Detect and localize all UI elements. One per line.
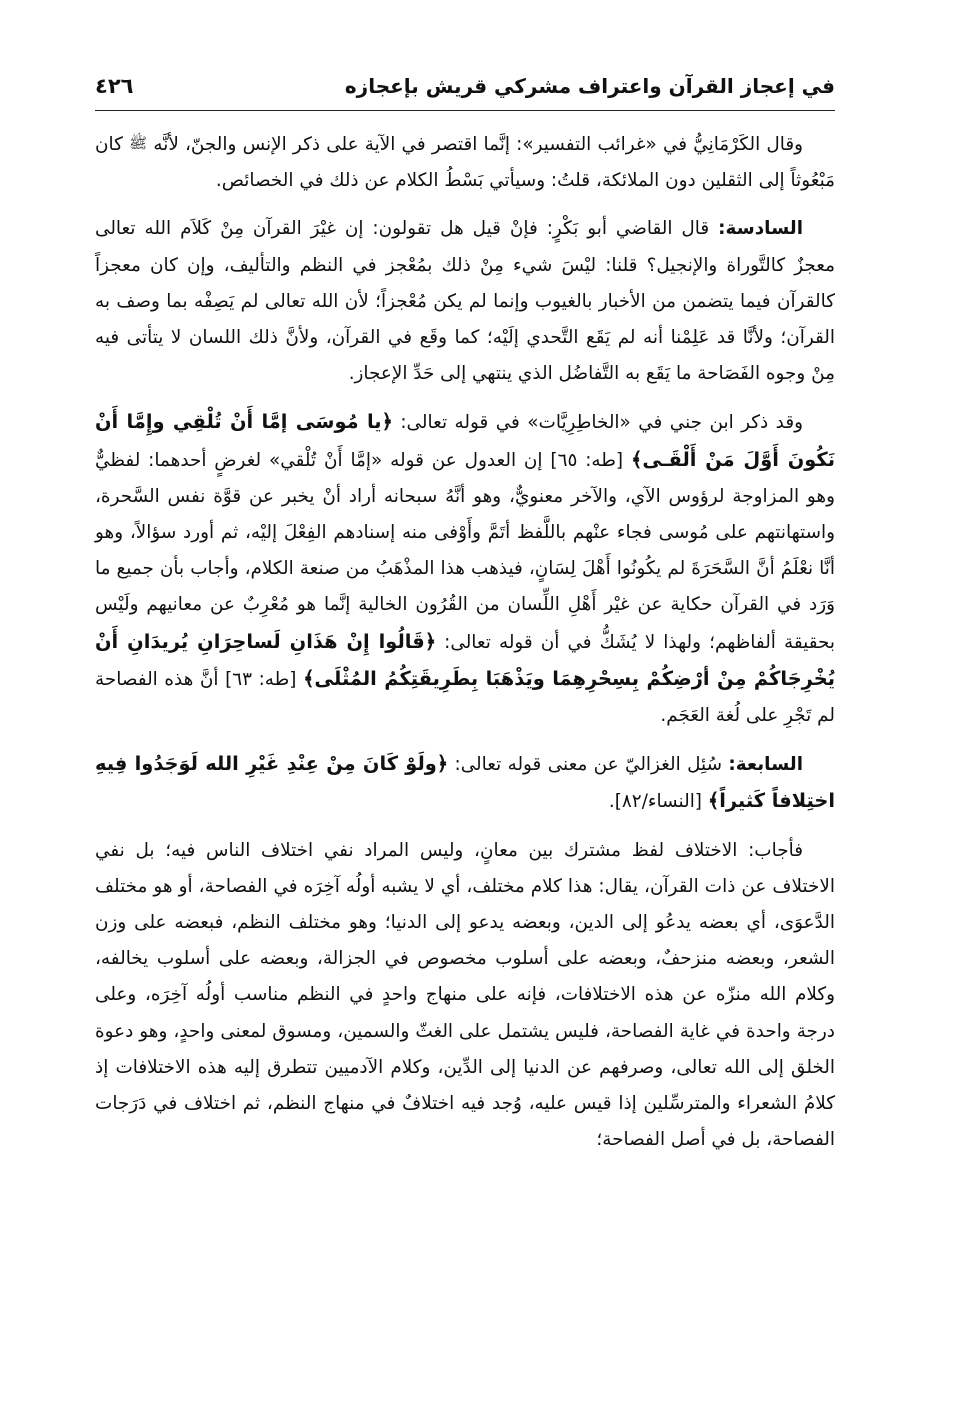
- text-run: كان مَبْعُوثاً إلى الثقلين دون الملائكة، قلتُ: وسيأتي بَسْطُ الكلام عن ذلك في الخصائص.: [95, 134, 835, 192]
- page-header: [95, 60, 835, 111]
- paragraph-text: فأجاب: الاختلاف لفظ مشترك بين معانٍ، وليس المراد نفي اختلاف الناس فيه؛ بل نفي الاختلاف عن ذات القرآن، يقال: هذا كلام مختلف، أي لا يشبه أولُه آخِرَه في الفصاحة، أو هو مختلف الدَّعوَى، أي بعضه يدعُو إلى الدين، وبعضه يدعو إلى الدنيا؛ وهو مختلف النظم، فبعضه على وزن الشعر، وبعضه منزحفٌ، وبعضه على أسلوب مخصوص في الجزالة، وبعضه على أسلوب يخالفه، وكلام الله منزّه عن هذه الاختلافات، فإنه على منهاج واحدٍ في النظم مناسب أولُه آخِرَه، وعلى درجة واحدة في غاية الفصاحة، فليس يشتمل على الغثّ والسمين، ومسوق لمعنى واحدٍ، وهو دعوة الخلق إلى الله تعالى، وصرفهم عن الدنيا إلى الدِّين، وكلام الآدميين تتطرق إليه هذه الاختلافات إذ كلامُ الشعراء والمترسِّلين إذا قيس عليه، وُجد فيه اختلافٌ في منهاج النظم، ثم اختلاف في دَرَجات الفصاحة، بل في أصل الفصاحة؛: [95, 839, 835, 1151]
- page-number: ٤٢٦: [95, 74, 134, 98]
- text-run: قال القاضي أبو بَكْرٍ: فإنْ قيل هل تقولون: إن غيْرَ القرآن مِنْ كَلاَم الله تعالى معجزٌ كالتَّوراة والإنجيل؟ قلنا: ليْسَ شيء مِنْ ذلك بمُعْجز في النظم والتأليف، وإن كان معجزاً كالقرآن فيما يتضمن من الأخبار بالغيوب وإنما لم يكن مُعْجزاً؛ لأن الله تعالى لم يَصِفْه بما وصف به القرآن؛ ولأنَّا قد عَلِمْنا أنه لم يَقَع التَّحدي إلَيْه؛ كما وقَع في القرآن، ولأنَّ ذلك اللسان لا يتأتى فيه مِنْ وجوه الفَصَاحة ما يَقَع به التَّفاضُل الذي ينتهي إلى حَدِّ الإعجاز.: [95, 218, 835, 385]
- section-lead-seventh: السابعة:: [728, 754, 803, 776]
- paragraph-text: [95, 404, 835, 734]
- text-run: [طه: ٦٥] إن العدول عن قوله «إمَّا أَنْ تُلْقي» لغرضٍ أحدهما: لفظيٌّ وهو المزاوجة لرؤوس الآي، والآخر معنويٌّ، وهو أنَّهُ سبحانه أراد أنْ يخبر عن قوَّة نفس السَّحرة، واستهانتهم على مُوسى فجاء عنْهم باللَّفظ أتَمَّ وأَوْفى منه إسنادهم الفِعْلَ إليْه، ثم أورد سؤالاً، وهو أنَّا نعْلَمُ أنَّ السَّحَرَةَ لم يكُونُوا أَهْلَ لِسَانٍ، فيذهب هذا المذْهَبُ من صنعة الكلام، وأجاب بأن جميع ما وَرَد في القرآن حكاية عن غيْر أَهْلِ اللِّسان من القُرُون الخالية إنَّما هو مُعْرِبٌ عن معانيهم ولَيْس بحقيقة ألفاظهم؛ ولهذا لا يُشَكُّ في أن قوله تعالى:: [95, 449, 835, 653]
- text-run: [النساء/٨٢].: [608, 791, 708, 813]
- paragraph-seventh: [95, 746, 835, 820]
- salawat-symbol: ﷺ: [129, 134, 148, 152]
- paragraph-answer: [95, 833, 835, 1159]
- text-run: وقد ذكر ابن جني في «الخاطِرِيَّات» في قوله تعالى:: [392, 412, 803, 434]
- paragraph-text: [95, 746, 835, 820]
- quran-verse-nisa-82: ﴿ولَوْ كَانَ مِنْ عِنْدِ غَيْرِ الله لَوَجَدُوا فِيهِ اختِلافاً كَثيراً﴾: [95, 752, 835, 813]
- running-title: في إعجاز القرآن واعتراف مشركي قريش بإعجازه: [344, 74, 835, 98]
- text-run: سُئِل الغزاليّ عن معنى قوله تعالى:: [448, 754, 729, 776]
- text-run: وقال الكَرْمَانِيُّ في «غرائب التفسير»: إنَّما اقتصر في الآية على ذكر الإنس والجنّ، لأنَّه: [147, 134, 803, 155]
- paragraph-text: [95, 211, 835, 392]
- book-page: [95, 60, 835, 1158]
- quran-verse-taha-63: ﴿قَالُوا إِنْ هَذَانِ لَساحِرَانِ يُريدَانِ أَنْ يُخْرِجَاكُمْ مِنْ أرْضِكُمْ بِسِحْرِهِمَا ويَذْهَبَا بِطَرِيقَتِكُمُ المُثْلَى﴾: [95, 629, 835, 690]
- paragraph-sixth: [95, 211, 835, 392]
- paragraph-ibn-jinni: [95, 404, 835, 734]
- section-lead-sixth: السادسة:: [718, 218, 803, 240]
- text-run: [طه: ٦٣] أنَّ هذه الفصاحة لم تَجْرِ على لُغة العَجَم.: [95, 668, 835, 727]
- paragraph-kermani: [95, 125, 835, 199]
- paragraph-text: [95, 125, 835, 199]
- quran-verse-taha-65: ﴿يا مُوسَى إمَّا أَنْ تُلْقِي وإِمَّا أَنْ نَكُونَ أَوَّلَ مَنْ أَلْقَـى﴾: [95, 410, 835, 471]
